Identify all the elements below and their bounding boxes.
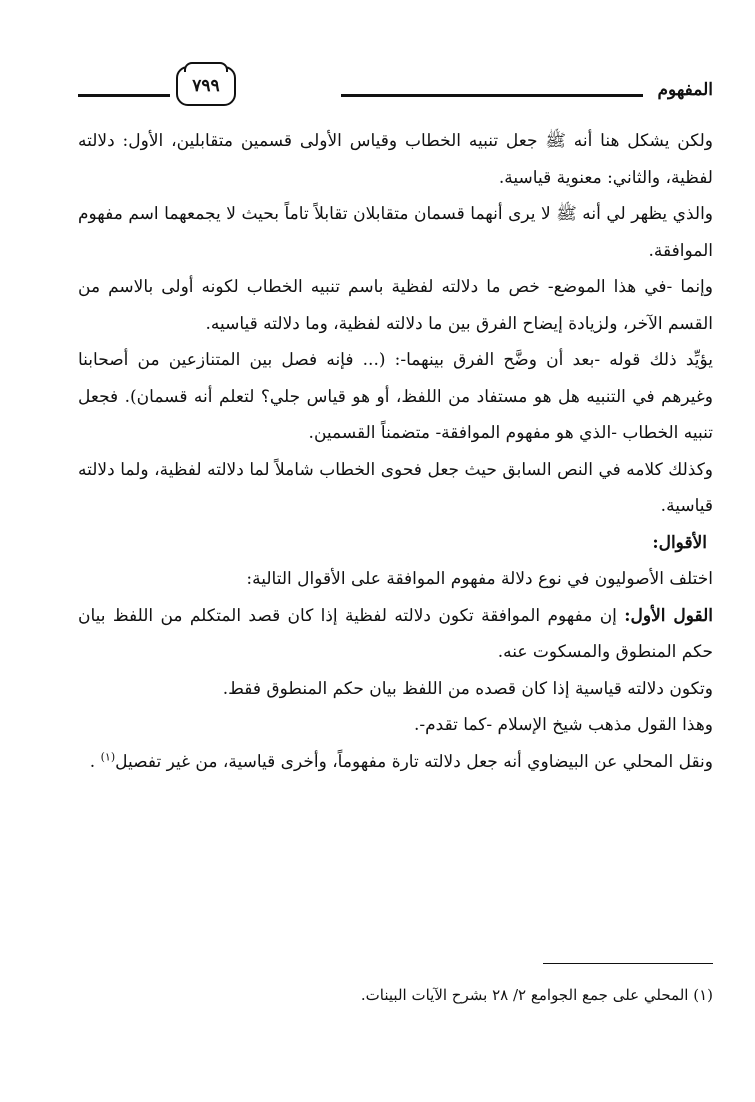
paragraph-5: وكذلك كلامه في النص السابق حيث جعل فحوى الخطاب شاملاً لما دلالته لفظية، ولما دلالته قياسية. xyxy=(78,459,713,516)
running-header xyxy=(78,62,713,112)
closing-paragraph-2: وهذا القول مذهب شيخ الإسلام -كما تقدم-. xyxy=(413,715,713,735)
last-paragraph-text: ونقل المحلي عن البيضاوي أنه جعل دلالته تارة مفهوماً، وأخرى قياسية، من غير تفصيل xyxy=(115,751,713,772)
first-opinion-paragraph xyxy=(78,598,713,671)
footnote-separator xyxy=(543,963,713,964)
closing-paragraph-1: وتكون دلالته قياسية إذا كان قصده من اللفظ بيان حكم المنطوق فقط. xyxy=(222,678,713,699)
paragraph-4: يؤيِّد ذلك قوله -بعد أن وضَّح الفرق بينهما-: (... فإنه فصل بين المتنازعين من أصحابنا وغيرهم في التنبيه هل هو مستفاد من اللفظ، أو هو قياس جلي؟ لتعلم أنه قسمان). فجعل تنبيه الخطاب -الذي هو مفهوم الموافقة- متضمناً القسمين. xyxy=(78,350,713,443)
paragraph-1: ولكن يشكل هنا أنه ﷺ جعل تنبيه الخطاب وقياس الأولى قسمين متقابلين، الأول: دلالته لفظية، والثاني: معنوية قياسية. xyxy=(78,131,713,188)
header-rule-left xyxy=(78,94,170,97)
footnote: (١) المحلي على جمع الجوامع ٢/ ٢٨ بشرح الآيات البينات. xyxy=(360,986,713,1004)
paragraph-2: والذي يظهر لي أنه ﷺ لا يرى أنهما قسمان متقابلان تقابلاً تاماً بحيث لا يجمعهما اسم مفهوم الموافقة. xyxy=(78,204,713,261)
paragraph-3: وإنما -في هذا الموضع- خص ما دلالته لفظية باسم تنبيه الخطاب لكونه أولى بالاسم من القسم الآخر، ولزيادة إيضاح الفرق بين ما دلالته لفظية، وما دلالته قياسيه. xyxy=(78,277,713,334)
page-number-badge xyxy=(176,66,236,106)
section-heading: الأقوال: xyxy=(652,532,707,553)
page-number: ٧٩٩ xyxy=(192,76,220,96)
last-paragraph-end: . xyxy=(89,751,101,772)
footnote-ref: (١) xyxy=(100,749,116,763)
running-title: المفهوم xyxy=(657,80,713,100)
intro-paragraph: اختلف الأصوليون في نوع دلالة مفهوم الموافقة على الأقوال التالية: xyxy=(246,569,713,589)
last-paragraph xyxy=(78,744,713,781)
main-text xyxy=(78,123,713,780)
first-opinion-text: إن مفهوم الموافقة تكون دلالته لفظية إذا كان قصد المتكلم من اللفظ بيان حكم المنطوق والمسكوت عنه. xyxy=(78,605,713,662)
first-opinion-lead: القول الأول: xyxy=(624,605,713,626)
header-rule-right xyxy=(341,94,643,97)
